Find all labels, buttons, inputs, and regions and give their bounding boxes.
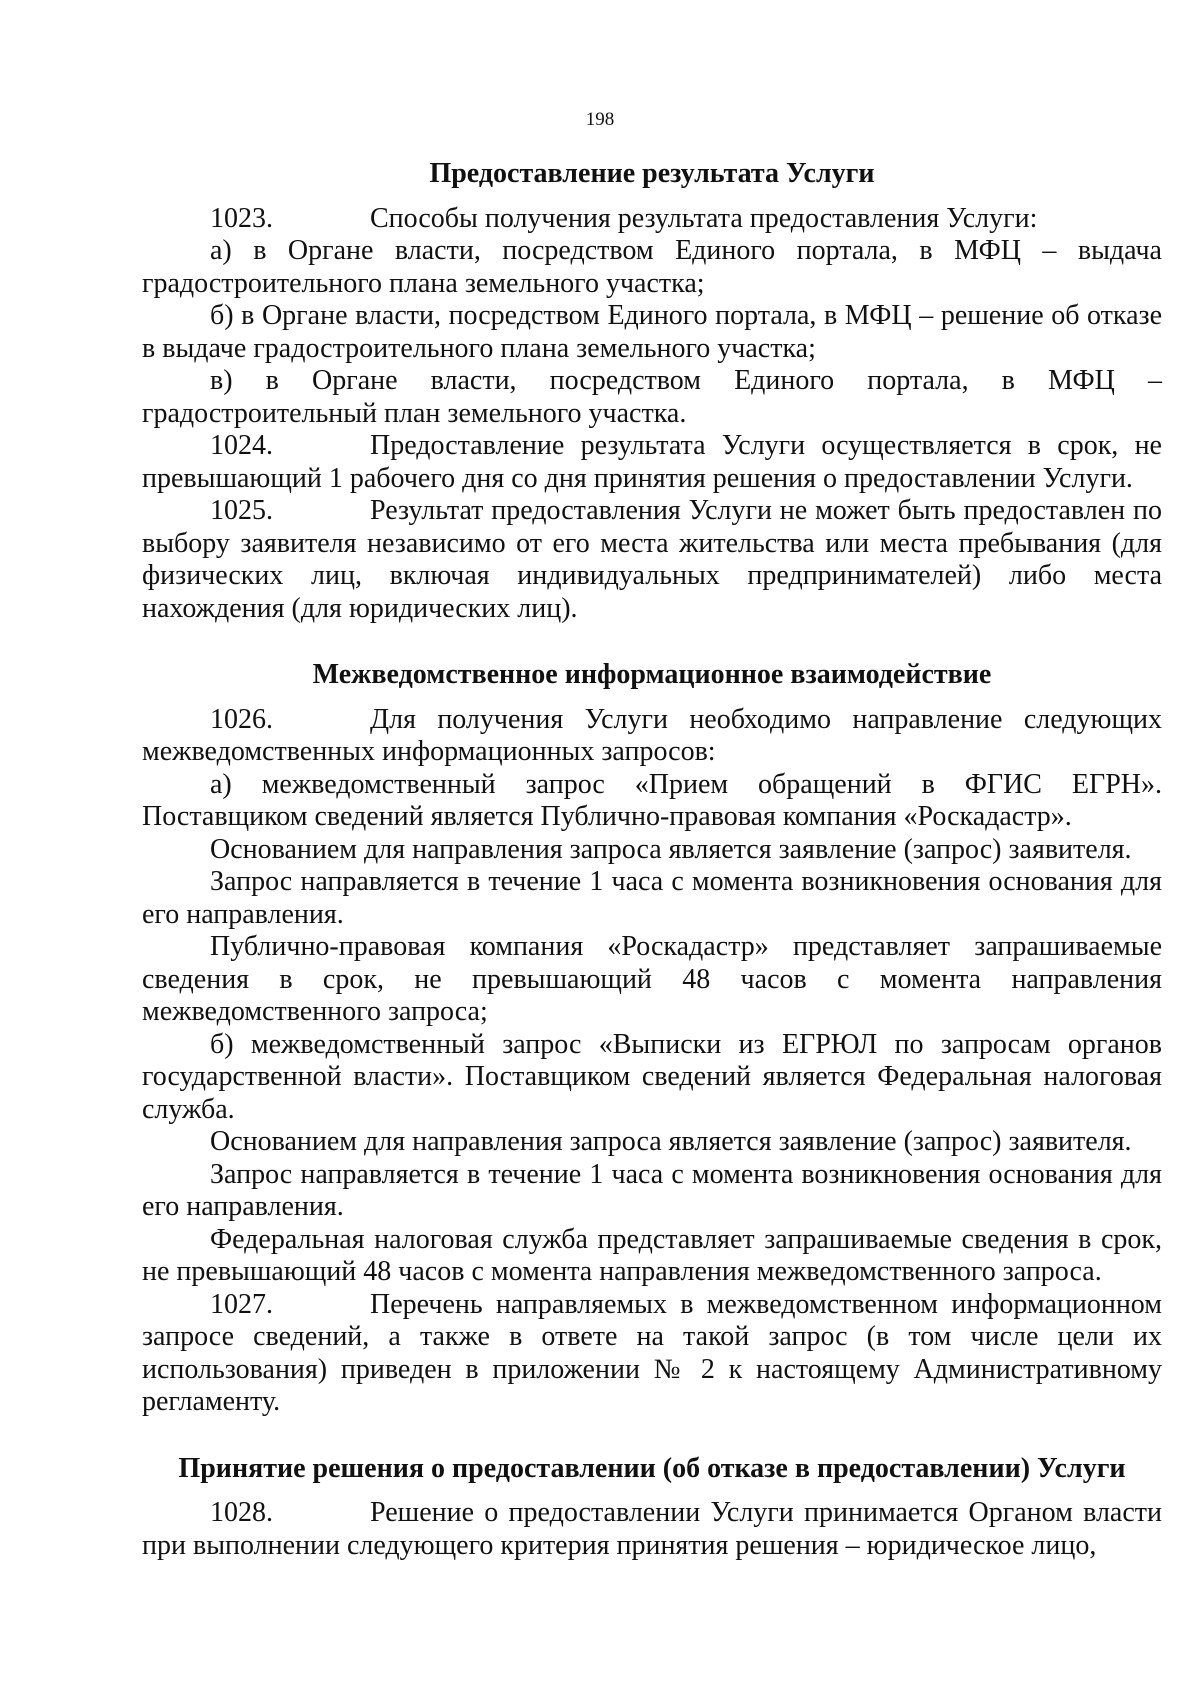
list-item-b: б) в Органе власти, посредством Единого портала, в МФЦ – решение об отказе в выдаче градостроительного плана земельного участка; xyxy=(142,300,1162,364)
clause-1026 xyxy=(142,704,1162,769)
clause-number: 1023. xyxy=(210,202,273,234)
list-item-a: а) в Органе власти, посредством Единого портала, в МФЦ – выдача градостроительного плана земельного участка; xyxy=(142,235,1162,299)
section-heading-result: Предоставление результата Услуги xyxy=(429,158,875,189)
paragraph-response: Федеральная налоговая служба представляет запрашиваемые сведения в срок, не превышающий 48 часов с момента направления межведомственного запроса. xyxy=(142,1223,1162,1287)
clause-text: Перечень направляемых в межведомственном информационном запросе сведений, а также в ответе на такой запрос (в том числе цели их использования) приведен в приложении № 2 к настоящему Административному регламенту. xyxy=(142,1288,1162,1417)
clause-number: 1027. xyxy=(210,1288,273,1320)
paragraph-basis: Основанием для направления запроса является заявление (запрос) заявителя. xyxy=(210,1126,1132,1157)
list-item-a: а) межведомственный запрос «Прием обращений в ФГИС ЕГРН». Поставщиком сведений является Публично-правовая компания «Роскадастр». xyxy=(142,768,1162,832)
page-number: 198 xyxy=(585,109,615,130)
clause-text: Решение о предоставлении Услуги принимается Органом власти при выполнении следующего критерия принятия решения – юридическое лицо, xyxy=(142,1497,1162,1561)
section-heading-decision: Принятие решения о предоставлении (об отказе в предоставлении) Услуги xyxy=(178,1452,1126,1484)
clause-number: 1026. xyxy=(210,703,273,735)
list-item-b: б) межведомственный запрос «Выписки из ЕГРЮЛ по запросам органов государственной власти». Поставщиком сведений является Федеральная налоговая служба. xyxy=(142,1028,1162,1125)
clause-1024 xyxy=(142,430,1162,495)
clause-number: 1025. xyxy=(210,495,273,526)
paragraph-time: Запрос направляется в течение 1 часа с момента возникновения основания для его направления. xyxy=(142,866,1162,930)
clause-1028 xyxy=(142,1497,1162,1562)
clause-1027 xyxy=(142,1289,1162,1419)
clause-text: Для получения Услуги необходимо направление следующих межведомственных информационных запросов: xyxy=(142,703,1162,767)
clause-text: Предоставление результата Услуги осуществляется в срок, не превышающий 1 рабочего дня со дня принятия решения о предоставлении Услуги. xyxy=(142,430,1162,494)
section-heading-interagency: Межведомственное информационное взаимодействие xyxy=(312,659,992,690)
document-body xyxy=(142,158,1162,1562)
list-item-v: в) в Органе власти, посредством Единого портала, в МФЦ – градостроительный план земельного участка. xyxy=(142,365,1162,429)
clause-number: 1024. xyxy=(210,430,273,461)
clause-text: Результат предоставления Услуги не может быть предоставлен по выбору заявителя независимо от его места жительства или места пребывания (для физических лиц, включая индивидуальных предпринимателей) либо места нахождения (для юридических лиц). xyxy=(142,495,1162,624)
clause-text: Способы получения результата предоставления Услуги: xyxy=(370,202,1038,234)
clause-number: 1028. xyxy=(210,1497,273,1528)
clause-1025 xyxy=(142,495,1162,625)
clause-1023 xyxy=(142,203,1162,236)
paragraph-response: Публично-правовая компания «Роскадастр» представляет запрашиваемые сведения в срок, не превышающий 48 часов с момента направления межведомственного запроса; xyxy=(142,931,1162,1027)
paragraph-basis: Основанием для направления запроса является заявление (запрос) заявителя. xyxy=(210,833,1132,865)
paragraph-time: Запрос направляется в течение 1 часа с момента возникновения основания для его направления. xyxy=(142,1158,1162,1222)
